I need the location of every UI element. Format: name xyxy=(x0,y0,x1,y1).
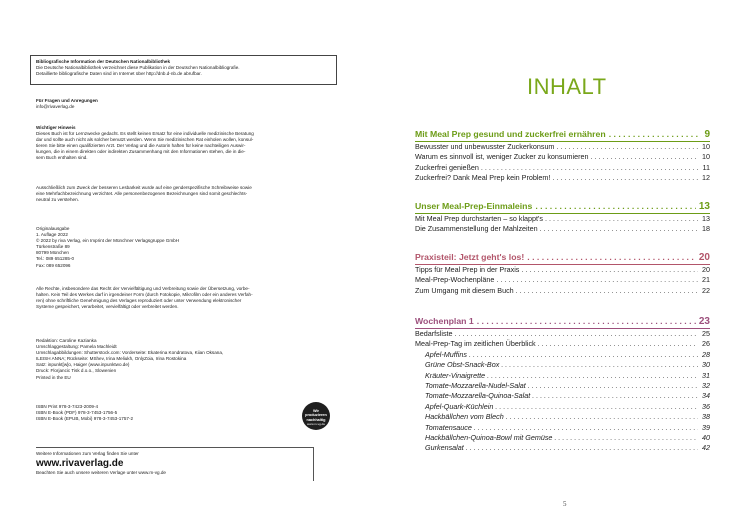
dot-leader xyxy=(495,402,698,412)
entry-title: Apfel-Muffins xyxy=(425,349,467,359)
entry-page: 10 xyxy=(702,152,710,162)
gender-note-block xyxy=(36,185,336,203)
section-page-number: 9 xyxy=(704,129,710,140)
dot-leader xyxy=(474,423,698,433)
isbn-line: ISBN E-Book (EPUB, Mobi) 978-3-7453-1757-2 xyxy=(36,416,134,422)
toc-recipe-entry[interactable] xyxy=(415,350,710,360)
credits-block xyxy=(36,338,336,381)
dot-leader xyxy=(516,286,698,296)
seal-text: www.m-vg.de xyxy=(306,422,325,427)
entry-title: Zuckerfrei? Dank Meal Prep kein Problem! xyxy=(415,173,551,183)
toc-entry[interactable] xyxy=(415,275,710,285)
toc-section-heading[interactable] xyxy=(415,315,710,329)
rights-line: Systeme gespeichert, verarbeitet, vervielfältigt oder verbreitet werden. xyxy=(36,304,179,310)
toc-recipe-entry[interactable] xyxy=(415,381,710,391)
toc-entry[interactable] xyxy=(415,265,710,275)
toc-recipe-entry[interactable] xyxy=(415,433,710,443)
toc-recipe-entry[interactable] xyxy=(415,360,710,370)
biblio-line: Detaillierte bibliografische Daten sind im Internet über http://dnb.d-nb.de abrufbar. xyxy=(36,71,202,77)
entry-title: Tomate-Mozzarella-Nudel-Salat xyxy=(425,381,526,391)
edition-line: Türkenstraße 89 xyxy=(36,244,70,250)
entry-title: Zum Umgang mit diesem Buch xyxy=(415,285,514,295)
more-outro: Beachten Sie auch unsere weiteren Verlage unter www.m-vg.de xyxy=(36,470,166,476)
entry-page: 34 xyxy=(702,391,710,401)
dot-leader xyxy=(506,412,698,422)
notice-heading: Wichtiger Hinweis xyxy=(36,125,76,130)
credits-line: Satz: inpunkt[w]o, Haiger (www.inpunktwo.de) xyxy=(36,362,130,368)
dot-leader xyxy=(609,128,702,140)
toc-section xyxy=(415,315,710,454)
notice-line: sem Buch enthalten sind. xyxy=(36,155,88,161)
entry-title: Kräuter-Vinaigrette xyxy=(425,370,486,380)
dot-leader xyxy=(528,381,698,391)
dot-leader xyxy=(535,200,696,212)
toc-section xyxy=(415,128,710,184)
entry-title: Apfel-Quark-Küchlein xyxy=(425,401,494,411)
entry-title: Meal-Prep-Wochenpläne xyxy=(415,275,495,285)
entry-page: 11 xyxy=(702,162,710,172)
dot-leader xyxy=(487,371,698,381)
entry-page: 42 xyxy=(702,443,710,453)
edition-line: 1. Auflage 2022 xyxy=(36,232,68,238)
notice-line: dar und sollte auch nicht als solcher benutzt werden. Wenn Sie medizinischen Rat einholen wollen, konsul- xyxy=(36,137,254,143)
entry-title: Meal-Prep-Tag im zeitlichen Überblick xyxy=(415,339,536,349)
entry-title: Tomatensauce xyxy=(425,422,472,432)
entry-page: 26 xyxy=(702,339,710,349)
entry-page: 28 xyxy=(702,349,710,359)
toc-entry[interactable] xyxy=(415,329,710,339)
dot-leader xyxy=(552,173,698,183)
notice-line: Dieses Buch ist für Lernzwecke gedacht. Es stellt keinen Ersatz für eine individuelle medizinische Beratung xyxy=(36,131,254,137)
isbn-line: ISBN Print 978-3-7423-2009-4 xyxy=(36,404,99,409)
contact-heading: Für Fragen und Anregungen xyxy=(36,98,98,103)
credits-line: ILEISH ANNA; Rückseite: MShev, Irina Meliukh, OnlyZoia, Irina Rostokina xyxy=(36,356,187,362)
entry-title: Mit Meal Prep durchstarten – so klappt's xyxy=(415,214,544,223)
credits-line: Redaktion: Caroline Kazianka xyxy=(36,338,97,343)
section-heading-text: Mit Meal Prep gesund und zuckerfrei ernähren xyxy=(415,129,606,139)
edition-line: 80799 München xyxy=(36,250,69,256)
entry-page: 25 xyxy=(702,329,710,338)
rights-block xyxy=(36,286,336,310)
dot-leader xyxy=(481,163,698,173)
more-intro: Weitere Informationen zum Verlag finden Sie unter xyxy=(36,451,139,456)
dot-leader xyxy=(477,315,696,327)
section-page-number: 23 xyxy=(698,316,710,327)
entry-title: Die Zusammenstellung der Mahlzeiten xyxy=(415,224,538,234)
entry-page: 36 xyxy=(702,401,710,411)
credits-line: Umschlagabbildungen: Shutterstock.com: Vorderseite: Ekaterina Kondratova, Kiian Oksana, xyxy=(36,350,224,356)
toc-entry[interactable] xyxy=(415,339,710,349)
contact-email[interactable]: info@rivaverlag.de xyxy=(36,104,75,110)
gender-note-line: Ausschließlich zum Zweck der besseren Lesbarkeit wurde auf eine genderspezifische Schreibweise sowie xyxy=(36,185,252,190)
toc-recipe-entry[interactable] xyxy=(415,391,710,401)
entry-title: Tipps für Meal Prep in der Praxis xyxy=(415,265,520,274)
dot-leader xyxy=(591,152,699,162)
toc-recipe-entry[interactable] xyxy=(415,371,710,381)
credits-line: Druck: Florjancic Tisk d.o.o., Slowenien xyxy=(36,368,117,374)
toc-recipe-entry[interactable] xyxy=(415,443,710,453)
sustainability-seal-logo xyxy=(302,402,330,430)
toc-section-heading[interactable] xyxy=(415,251,710,265)
entry-page: 22 xyxy=(702,285,710,295)
entry-title: Warum es sinnvoll ist, weniger Zucker zu konsumieren xyxy=(415,152,589,162)
seal-text: nachhaltig xyxy=(306,417,326,422)
edition-line: Tel.: 089 651285-0 xyxy=(36,256,75,262)
rights-line: halten. Kein Teil des Werkes darf in irgendeiner Form (durch Fotokopie, Mikrofilm oder ein anderes Verfah- xyxy=(36,292,253,298)
entry-title: Hackbällchen vom Blech xyxy=(425,412,504,422)
entry-page: 10 xyxy=(702,142,710,151)
credits-line: Printed in the EU xyxy=(36,374,71,380)
section-page-number: 13 xyxy=(698,201,710,212)
dot-leader xyxy=(496,275,698,285)
toc-entry[interactable] xyxy=(415,142,710,152)
entry-page: 18 xyxy=(702,224,710,234)
contact-block xyxy=(36,98,336,110)
section-heading-text: Unser Meal-Prep-Einmaleins xyxy=(415,201,533,211)
dot-leader xyxy=(521,265,698,275)
toc-entry[interactable] xyxy=(415,214,710,224)
toc-title: INHALT xyxy=(527,74,607,99)
toc-entry[interactable] xyxy=(415,173,710,183)
dot-leader xyxy=(466,443,698,453)
entry-page: 30 xyxy=(702,360,710,370)
right-page-toc xyxy=(375,0,750,529)
entry-page: 31 xyxy=(702,370,710,380)
section-heading-text: Praxisteil: Jetzt geht's los! xyxy=(415,252,525,262)
publisher-website-link[interactable]: www.rivaverlag.de xyxy=(36,458,124,470)
dot-leader xyxy=(469,350,698,360)
isbn-block xyxy=(36,404,286,422)
dot-leader xyxy=(545,214,698,224)
toc-section-heading[interactable] xyxy=(415,200,710,214)
section-page-number: 20 xyxy=(698,252,710,263)
entry-page: 20 xyxy=(702,265,710,274)
seal-text: Wir produzieren xyxy=(305,409,327,418)
isbn-line: ISBN E-Book (PDF) 978-3-7453-1756-5 xyxy=(36,410,118,416)
page-number: 5 xyxy=(563,500,567,508)
entry-page: 21 xyxy=(702,275,710,285)
entry-page: 39 xyxy=(702,422,710,432)
toc-recipe-entry[interactable] xyxy=(415,423,710,433)
entry-page: 13 xyxy=(702,214,710,223)
entry-title: Bedarfsliste xyxy=(415,329,453,338)
toc-entry[interactable] xyxy=(415,286,710,296)
edition-line: Originalausgabe xyxy=(36,226,70,231)
edition-line: Fax: 089 652096 xyxy=(36,262,71,268)
dot-leader xyxy=(455,329,698,339)
edition-block xyxy=(36,226,336,269)
rights-line: Alle Rechte, insbesondere das Recht der Vervielfältigung und Verbreitung sowie der Übersetzung, vorbe- xyxy=(36,286,250,291)
edition-line: © 2022 by riva Verlag, ein Imprint der Münchner Verlagsgruppe GmbH xyxy=(36,238,180,244)
entry-title: Tomate-Mozzarella-Quinoa-Salat xyxy=(425,391,531,401)
dot-leader xyxy=(540,224,698,234)
dot-leader xyxy=(554,433,698,443)
dot-leader xyxy=(501,360,698,370)
toc-section-heading[interactable] xyxy=(415,128,710,142)
toc-section xyxy=(415,251,710,296)
rights-line: ren) ohne schriftliche Genehmigung des Verlages reproduziert oder unter Verwendung elektronischer xyxy=(36,298,242,304)
credits-line: Umschlaggestaltung: Pamela Machleidt xyxy=(36,344,117,350)
dot-leader xyxy=(556,142,698,152)
section-heading-text: Wochenplan 1 xyxy=(415,316,474,326)
entry-title: Hackbällchen-Quinoa-Bowl mit Gemüse xyxy=(425,433,553,443)
bibliographic-info-box xyxy=(30,55,337,85)
toc-entry[interactable] xyxy=(415,163,710,173)
dot-leader xyxy=(532,391,698,401)
biblio-title: Bibliografische Information der Deutschen Nationalbibliothek xyxy=(36,59,170,64)
publisher-info-box xyxy=(36,447,314,481)
toc-recipe-entry[interactable] xyxy=(415,402,710,412)
dot-leader xyxy=(527,251,696,263)
entry-page: 32 xyxy=(702,381,710,391)
notice-line: tieren Sie bitte einen qualifizierten Arzt. Der Verlag und die Autorin haften für keine nachteiligen Auswir- xyxy=(36,143,246,149)
entry-title: Gurkensalat xyxy=(425,443,464,453)
gender-note-line: eine Mehrfachbezeichnung verzichtet. Alle personenbezogenen Bezeichnungen sind somit geschlechts- xyxy=(36,191,248,197)
dot-leader xyxy=(538,339,698,349)
entry-title: Bewusster und unbewusster Zuckerkonsum xyxy=(415,142,555,151)
gender-note-line: neutral zu verstehen. xyxy=(36,197,79,203)
entry-page: 38 xyxy=(702,412,710,422)
entry-title: Zuckerfrei genießen xyxy=(415,162,479,172)
entry-page: 40 xyxy=(702,433,710,443)
entry-page: 12 xyxy=(702,173,710,183)
toc-section xyxy=(415,200,710,235)
notice-block xyxy=(36,125,336,162)
entry-title: Grüne Obst-Snack-Box xyxy=(425,360,500,370)
toc-recipe-entry[interactable] xyxy=(415,412,710,422)
biblio-line: Die Deutsche Nationalbibliothek verzeichnet diese Publikation in der Deutschen Nationalbibliografie. xyxy=(36,65,240,71)
notice-line: kungen, die in einem direkten oder indirekten Zusammenhang mit den Informationen stehen, die in die- xyxy=(36,149,246,155)
toc-entry[interactable] xyxy=(415,224,710,234)
toc-entry[interactable] xyxy=(415,152,710,162)
